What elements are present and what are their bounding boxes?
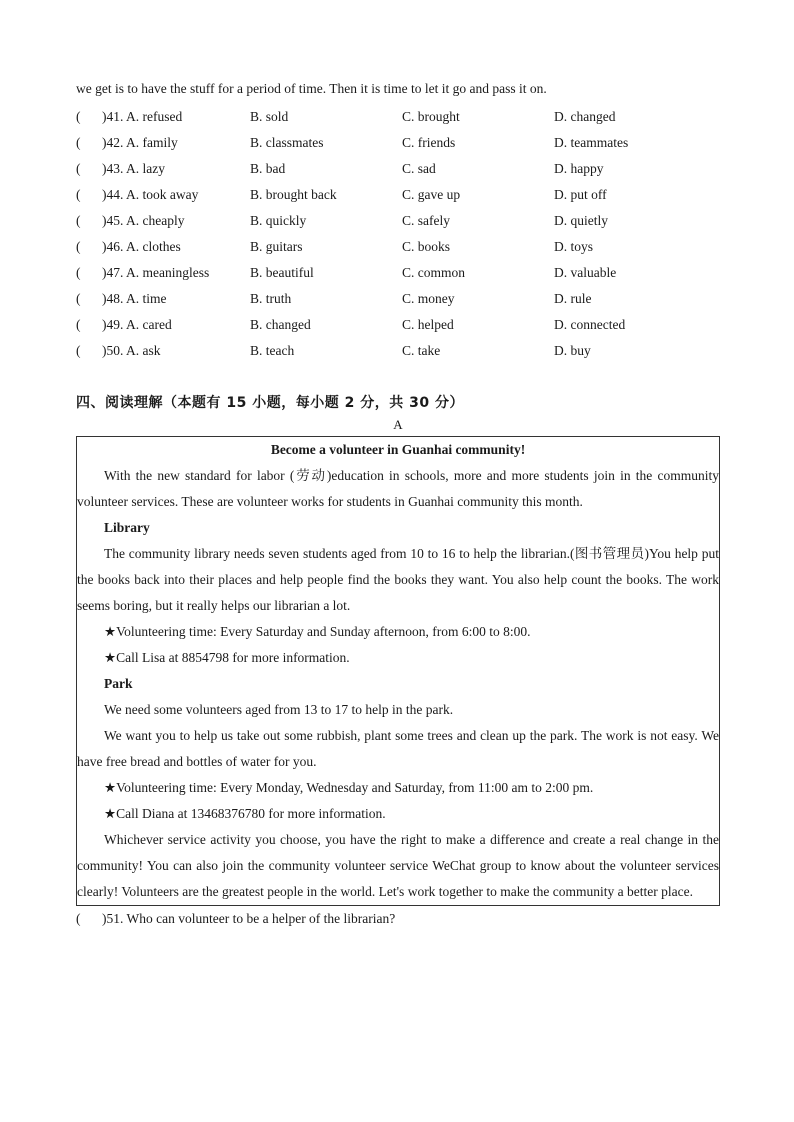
question-list (76, 104, 720, 364)
option-b: B. brought back (250, 187, 337, 202)
option-b: B. guitars (250, 239, 303, 254)
library-heading: Library (104, 520, 150, 535)
option-d: D. changed (554, 109, 616, 124)
option-d: D. valuable (554, 265, 617, 280)
question-row (76, 286, 720, 312)
library-contact: ★Call Lisa at 8854798 for more information. (104, 650, 350, 665)
answer-blank[interactable]: ( (76, 343, 81, 358)
question-row (76, 104, 720, 130)
option-d: D. toys (554, 239, 594, 254)
exam-page (76, 78, 720, 932)
option-d: D. put off (554, 187, 607, 202)
option-c: C. take (402, 343, 441, 358)
answer-blank[interactable]: ( (76, 213, 81, 228)
park-heading: Park (104, 676, 133, 691)
question-row (76, 312, 720, 338)
question-row (76, 208, 720, 234)
answer-blank[interactable]: ( (76, 109, 81, 124)
question-row (76, 260, 720, 286)
option-c: C. helped (402, 317, 454, 332)
option-c: C. safely (402, 213, 450, 228)
answer-blank[interactable]: ( (76, 187, 81, 202)
passage-box (76, 436, 720, 906)
option-b: B. truth (250, 291, 292, 306)
answer-blank[interactable]: ( (76, 317, 81, 332)
passage-letter: A (393, 417, 403, 432)
option-b: B. quickly (250, 213, 307, 228)
park-contact: ★Call Diana at 13468376780 for more information. (104, 806, 386, 821)
section-title: 四、阅读理解（本题有 15 小题，每小题 2 分，共 30 分） (76, 395, 464, 411)
park-time: ★Volunteering time: Every Monday, Wednesday and Saturday, from 11:00 am to 2:00 pm. (104, 780, 594, 795)
library-time: ★Volunteering time: Every Saturday and Sunday afternoon, from 6:00 to 8:00. (104, 624, 531, 639)
question-row (76, 182, 720, 208)
option-c: C. gave up (402, 187, 461, 202)
question-text: Who can volunteer to be a helper of the librarian? (126, 911, 396, 926)
answer-blank[interactable]: ( (76, 239, 81, 254)
option-b: B. teach (250, 343, 295, 358)
option-d: D. teammates (554, 135, 629, 150)
answer-blank[interactable]: ( (76, 135, 81, 150)
option-c: C. books (402, 239, 451, 254)
option-b: B. sold (250, 109, 289, 124)
option-b: B. bad (250, 161, 286, 176)
question-number: )51. (102, 911, 127, 926)
option-c: C. money (402, 291, 455, 306)
option-c: C. sad (402, 161, 436, 176)
question-stem: ( )50. A. ask (76, 343, 161, 358)
question-row (76, 338, 720, 364)
answer-blank[interactable]: ( (76, 911, 81, 926)
option-c: C. friends (402, 135, 456, 150)
question-stem: ( )42. A. family (76, 135, 178, 150)
question-stem: ( )45. A. cheaply (76, 213, 185, 228)
question-row (76, 234, 720, 260)
question-51 (76, 906, 720, 932)
question-row (76, 156, 720, 182)
option-b: B. classmates (250, 135, 324, 150)
question-stem: ( )46. A. clothes (76, 239, 181, 254)
option-b: B. changed (250, 317, 311, 332)
answer-blank[interactable]: ( (76, 161, 81, 176)
question-stem: ( )47. A. meaningless (76, 265, 210, 280)
question-stem: ( )49. A. cared (76, 317, 172, 332)
option-c: C. common (402, 265, 465, 280)
option-b: B. beautiful (250, 265, 314, 280)
option-d: D. buy (554, 343, 591, 358)
park-body-1: We need some volunteers aged from 13 to 17 to help in the park. (104, 702, 454, 717)
question-stem: ( )43. A. lazy (76, 161, 165, 176)
option-c: C. brought (402, 109, 460, 124)
lead-text: we get is to have the stuff for a period of time. Then it is time to let it go and pass it on. (76, 81, 547, 96)
option-d: D. rule (554, 291, 592, 306)
answer-blank[interactable]: ( (76, 291, 81, 306)
question-stem: ( )48. A. time (76, 291, 167, 306)
answer-blank[interactable]: ( (76, 265, 81, 280)
library-body: The community library needs seven students aged from 10 to 16 to help the librarian.(图书管理员)You help put the books back into their places and help people find the books they want. You also help count the books. The work seems boring, but it really helps our librarian a lot. (77, 546, 719, 613)
passage-closing: Whichever service activity you choose, you have the right to make a difference and create a real change in the community! You can also join the community volunteer service WeChat group to know about the volunteer services clearly! Volunteers are the greatest people in the world. Let's work together to make the community a better place. (77, 832, 719, 899)
park-body-2: We want you to help us take out some rubbish, plant some trees and clean up the park. The work is not easy. We have free bread and bottles of water for you. (77, 728, 719, 769)
passage-intro: With the new standard for labor (劳动)education in schools, more and more students join in the community volunteer services. These are volunteer works for students in Guanhai community this month. (77, 468, 719, 509)
option-d: D. quietly (554, 213, 608, 228)
option-d: D. connected (554, 317, 626, 332)
passage-title: Become a volunteer in Guanhai community! (270, 442, 526, 457)
question-stem: ( )44. A. took away (76, 187, 199, 202)
question-row (76, 130, 720, 156)
question-stem: ( )41. A. refused (76, 109, 183, 124)
option-d: D. happy (554, 161, 604, 176)
